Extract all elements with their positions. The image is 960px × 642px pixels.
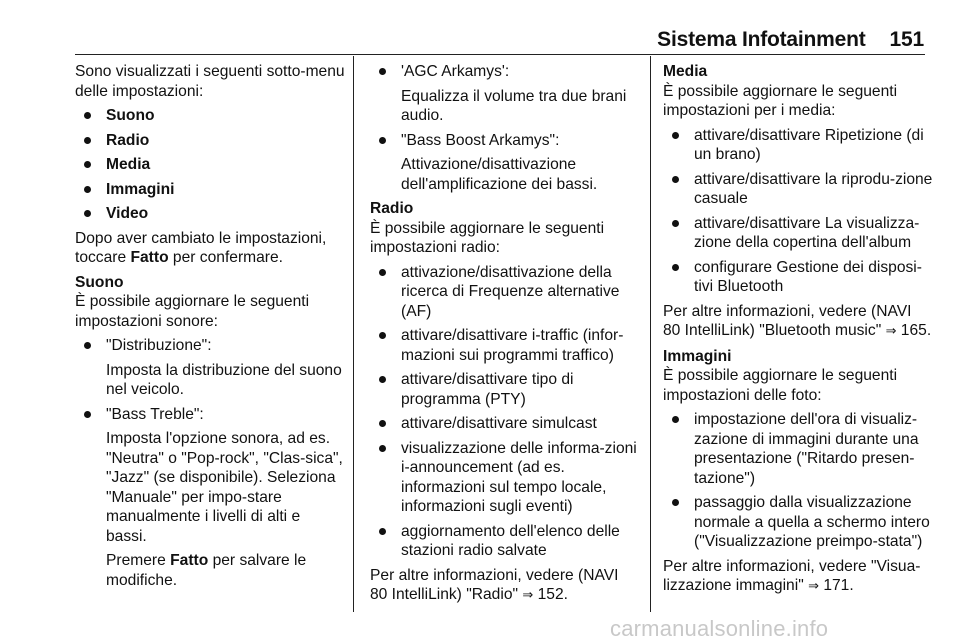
- page-header: [0, 28, 924, 52]
- column-1: [75, 62, 345, 595]
- list-item: attivazione/disattivazione della ricerca di Frequenze alternative (AF): [370, 263, 640, 322]
- intro-text: Sono visualizzati i seguenti sotto-menu delle impostazioni:: [75, 63, 345, 100]
- list-item: visualizzazione delle informa-zioni i-announcement (ad es. informazioni sul tempo locale, informazioni sugli eventi): [370, 439, 640, 517]
- column-2: [370, 62, 640, 611]
- list-item: attivare/disattivare la riprodu-zione casuale: [663, 170, 933, 209]
- list-item: 'AGC Arkamys': Equalizza il volume tra due brani audio.: [370, 62, 640, 126]
- immagini-more-info: Per altre informazioni, vedere "Visua-lizzazione immagini" ⇒ 171.: [663, 557, 921, 594]
- column-3: [663, 62, 933, 602]
- list-item: Immagini: [75, 180, 345, 200]
- watermark: carmanualsonline.info: [610, 616, 829, 641]
- list-item: attivare/disattivare simulcast: [370, 414, 640, 434]
- list-item: Radio: [75, 131, 345, 151]
- suono-list: [75, 336, 345, 590]
- arrow-right-icon: ⇒: [808, 579, 819, 594]
- list-item: Video: [75, 204, 345, 224]
- radio-intro: È possibile aggiornare le seguenti impostazioni radio:: [370, 219, 605, 256]
- column-divider-1: [353, 56, 354, 612]
- radio-list: [370, 263, 640, 561]
- suono-intro: È possibile aggiornare le seguenti impostazioni sonore:: [75, 293, 310, 330]
- list-item: aggiornamento dell'elenco delle stazioni radio salvate: [370, 522, 640, 561]
- list-item: "Distribuzione": Imposta la distribuzione del suono nel veicolo.: [75, 336, 345, 400]
- column-divider-2: [650, 56, 651, 612]
- list-item: attivare/disattivare Ripetizione (di un brano): [663, 126, 933, 165]
- radio-more-info: Per altre informazioni, vedere (NAVI 80 IntelliLink) "Radio" ⇒ 152.: [370, 566, 619, 603]
- list-item: impostazione dell'ora di visualiz-zazione di immagini durante una presentazione ("Ritardo presen-tazione"): [663, 410, 933, 488]
- list-item: attivare/disattivare i-traffic (infor-mazioni sui programmi traffico): [370, 326, 640, 365]
- premere-text: Premere Fatto per salvare le modifiche.: [106, 552, 307, 589]
- list-item: Suono: [75, 106, 345, 126]
- section-heading-radio: Radio: [370, 200, 414, 217]
- list-item: configurare Gestione dei disposi-tivi Bluetooth: [663, 258, 933, 297]
- section-heading-immagini: Immagini: [663, 347, 732, 365]
- immagini-intro: È possibile aggiornare le seguenti impostazioni delle foto:: [663, 367, 898, 404]
- list-item: attivare/disattivare tipo di programma (PTY): [370, 370, 640, 409]
- list-item: attivare/disattivare La visualizza-zione della copertina dell'album: [663, 214, 933, 253]
- media-list: [663, 126, 933, 297]
- submenu-list: [75, 106, 345, 224]
- immagini-list: [663, 410, 933, 552]
- media-more-info: Per altre informazioni, vedere (NAVI 80 IntelliLink) "Bluetooth music" ⇒ 165.: [663, 302, 932, 339]
- after-change-text: Dopo aver cambiato le impostazioni, toccare Fatto per confermare.: [75, 229, 327, 266]
- section-heading-media: Media: [663, 63, 708, 80]
- list-item: "Bass Boost Arkamys": Attivazione/disattivazione dell'amplificazione dei bassi.: [370, 131, 640, 195]
- page-number: 151: [889, 28, 924, 51]
- arrow-right-icon: ⇒: [885, 324, 897, 339]
- list-item: "Bass Treble": Imposta l'opzione sonora, ad es. "Neutra" o "Pop-rock", "Clas-sica", "Jazz" (se disponibile). Seleziona "Manuale" per impo-stare manualmente i livelli di alti e bassi. Premere Fatto per salvare le modifiche.: [75, 405, 345, 591]
- arrow-right-icon: ⇒: [522, 588, 534, 603]
- header-rule: [75, 54, 925, 55]
- page-title: Sistema Infotainment: [657, 28, 866, 51]
- media-intro: È possibile aggiornare le seguenti impostazioni per i media:: [663, 82, 898, 119]
- section-heading-suono: Suono: [75, 273, 124, 291]
- arkamys-list: [370, 62, 640, 194]
- list-item: passaggio dalla visualizzazione normale a quella a schermo intero ("Visualizzazione preimpo-stata"): [663, 493, 933, 552]
- list-item: Media: [75, 155, 345, 175]
